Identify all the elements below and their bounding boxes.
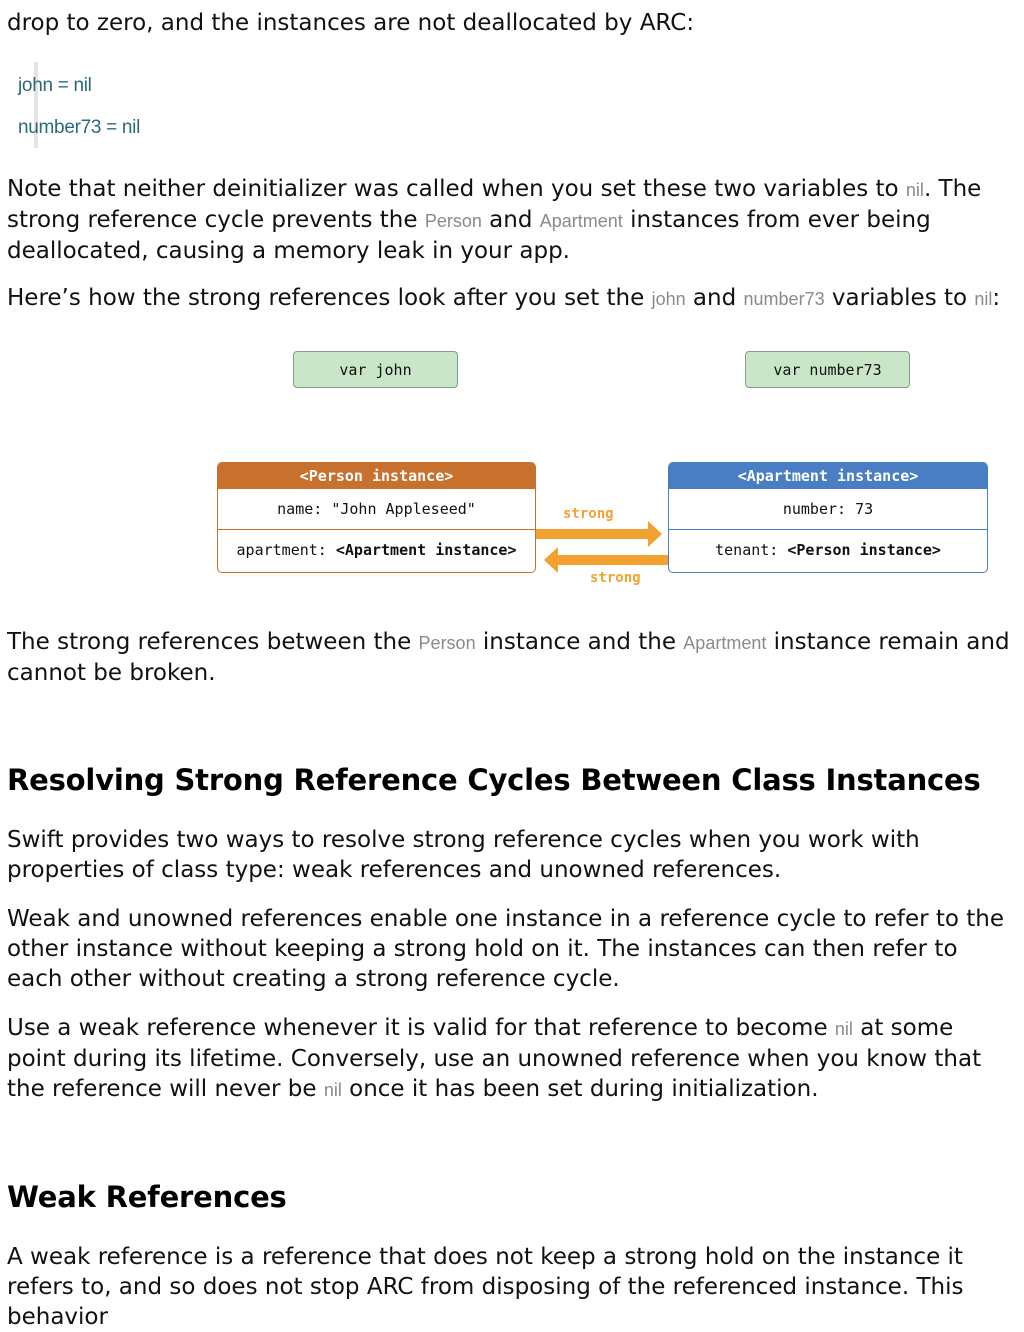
strong-arrow-right xyxy=(536,521,662,547)
inline-code: Apartment xyxy=(683,633,767,653)
row-label: apartment: xyxy=(236,540,336,559)
inline-code: Person xyxy=(424,211,482,231)
apartment-tenant-row xyxy=(669,529,987,569)
text: Use a weak reference whenever it is valid for that reference to become xyxy=(7,1015,835,1041)
inline-code: Apartment xyxy=(539,211,623,231)
text: Note that neither deinitializer was called when you set these two variables to xyxy=(7,176,906,202)
text: : xyxy=(992,285,1001,311)
row-value: <Person instance> xyxy=(787,540,941,559)
inline-code: Person xyxy=(418,633,476,653)
paragraph xyxy=(7,283,1019,314)
row-label: tenant: xyxy=(715,540,788,559)
section-heading: Weak References xyxy=(7,1180,287,1214)
var-john-box: var john xyxy=(293,351,458,388)
code-line: john = nil xyxy=(18,75,92,96)
inline-code: nil xyxy=(905,180,924,200)
apartment-instance-header: <Apartment instance> xyxy=(669,463,987,489)
person-apartment-row xyxy=(218,529,535,569)
inline-code: nil xyxy=(323,1080,342,1100)
text: instance remain and cannot be broken. xyxy=(7,629,1010,686)
inline-code: john xyxy=(651,289,686,309)
paragraph xyxy=(7,174,1019,266)
text: variables to xyxy=(824,285,975,311)
person-instance-box xyxy=(217,462,536,573)
paragraph xyxy=(7,1013,1019,1105)
text: and xyxy=(685,285,744,311)
text: instance and the xyxy=(475,629,684,655)
text: instances from ever being deallocated, causing a memory leak in your app. xyxy=(7,207,931,264)
paragraph xyxy=(7,627,1019,688)
text: The strong references between the xyxy=(7,629,419,655)
inline-code: nil xyxy=(834,1019,853,1039)
text: at some point during its lifetime. Conversely, use an unowned reference when you know that the reference will never be xyxy=(7,1015,982,1102)
intro-line: drop to zero, and the instances are not deallocated by ARC: xyxy=(7,10,695,36)
paragraph: Weak and unowned references enable one instance in a reference cycle to refer to the other instance without keeping a strong hold on it. The instances can then refer to each other without creating a strong reference cycle. xyxy=(7,906,1005,992)
text: once it has been set during initialization. xyxy=(341,1076,819,1102)
apartment-number-row: number: 73 xyxy=(782,500,874,518)
text: and xyxy=(481,207,540,233)
text: Here’s how the strong references look after you set the xyxy=(7,285,652,311)
paragraph: A weak reference is a reference that does not keep a strong hold on the instance it refers to, and so does not stop ARC from disposing of the referenced instance. This behavior xyxy=(7,1244,964,1330)
strong-label-top: strong xyxy=(563,506,614,522)
inline-code: number73 xyxy=(743,289,825,309)
inline-code: nil xyxy=(974,289,993,309)
section-heading: Resolving Strong Reference Cycles Between Class Instances xyxy=(7,763,981,797)
person-name-row: name: "John Appleseed" xyxy=(277,500,476,518)
text: . The strong reference cycle prevents the xyxy=(7,176,982,233)
paragraph: Swift provides two ways to resolve strong reference cycles when you work with properties of class type: weak references and unowned references. xyxy=(7,827,920,883)
strong-arrows xyxy=(536,518,670,576)
person-instance-header: <Person instance> xyxy=(218,463,535,489)
code-line: number73 = nil xyxy=(18,117,141,138)
var-number73-box: var number73 xyxy=(745,351,910,388)
apartment-instance-box xyxy=(668,462,988,573)
row-value: <Apartment instance> xyxy=(335,540,517,559)
strong-label-bottom: strong xyxy=(590,570,641,586)
